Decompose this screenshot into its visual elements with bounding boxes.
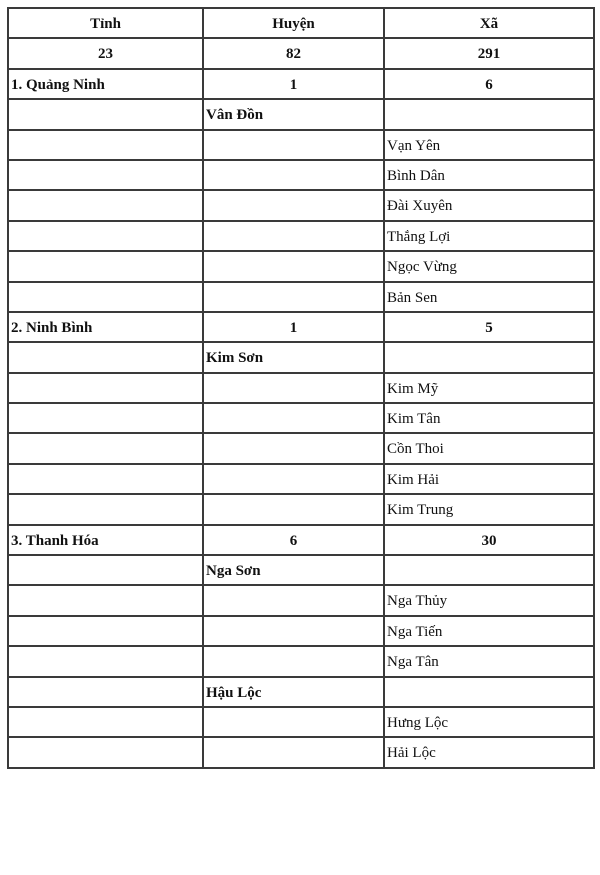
cell-xa: Ngọc Vừng [384,251,594,281]
cell-xa: Bình Dân [384,160,594,190]
total-tinh: 23 [8,38,203,68]
cell-tinh [8,464,203,494]
commune-row [8,190,594,220]
header-xa: Xã [384,8,594,38]
commune-row [8,403,594,433]
cell-huyen: Hậu Lộc [203,677,384,707]
cell-tinh [8,616,203,646]
commune-row [8,160,594,190]
cell-tinh [8,677,203,707]
cell-tinh [8,433,203,463]
cell-huyen [203,190,384,220]
cell-xa [384,677,594,707]
commune-row [8,707,594,737]
cell-xa: Nga Tiến [384,616,594,646]
cell-tinh [8,373,203,403]
cell-tinh [8,585,203,615]
district-row [8,342,594,372]
commune-row [8,130,594,160]
cell-tinh [8,190,203,220]
cell-tinh [8,130,203,160]
cell-huyen [203,616,384,646]
province-row [8,525,594,555]
cell-huyen [203,737,384,767]
cell-xa: Cồn Thoi [384,433,594,463]
cell-huyen [203,221,384,251]
cell-tinh [8,737,203,767]
commune-row [8,646,594,676]
cell-tinh [8,160,203,190]
cell-huyen: Nga Sơn [203,555,384,585]
cell-tinh [8,494,203,524]
cell-tinh: 2. Ninh Bình [8,312,203,342]
total-xa: 291 [384,38,594,68]
cell-xa: Kim Mỹ [384,373,594,403]
cell-huyen [203,282,384,312]
cell-xa: 6 [384,69,594,99]
cell-xa: Nga Tân [384,646,594,676]
cell-huyen: Kim Sơn [203,342,384,372]
cell-huyen [203,464,384,494]
cell-xa: 5 [384,312,594,342]
cell-xa [384,99,594,129]
cell-tinh [8,251,203,281]
cell-tinh: 3. Thanh Hóa [8,525,203,555]
cell-huyen: 1 [203,69,384,99]
cell-tinh [8,342,203,372]
commune-row [8,221,594,251]
cell-xa: Đài Xuyên [384,190,594,220]
cell-huyen [203,160,384,190]
cell-huyen [203,251,384,281]
cell-tinh [8,707,203,737]
commune-row [8,433,594,463]
cell-huyen: 1 [203,312,384,342]
cell-xa: Vạn Yên [384,130,594,160]
cell-xa [384,342,594,372]
cell-xa [384,555,594,585]
cell-xa: Hưng Lộc [384,707,594,737]
district-row [8,677,594,707]
cell-huyen [203,585,384,615]
cell-huyen [203,373,384,403]
province-row [8,69,594,99]
cell-tinh [8,403,203,433]
cell-huyen [203,403,384,433]
header-tinh: Tỉnh [8,8,203,38]
cell-tinh: 1. Quảng Ninh [8,69,203,99]
administrative-units-table [7,7,595,769]
cell-xa: Kim Tân [384,403,594,433]
commune-row [8,464,594,494]
totals-row [8,38,594,68]
cell-tinh [8,555,203,585]
cell-xa: Thắng Lợi [384,221,594,251]
cell-tinh [8,646,203,676]
province-row [8,312,594,342]
cell-huyen [203,707,384,737]
cell-tinh [8,282,203,312]
cell-huyen [203,494,384,524]
cell-huyen: 6 [203,525,384,555]
cell-xa: Nga Thủy [384,585,594,615]
header-row [8,8,594,38]
commune-row [8,616,594,646]
commune-row [8,282,594,312]
commune-row [8,737,594,767]
cell-huyen [203,130,384,160]
cell-xa: Kim Hải [384,464,594,494]
commune-row [8,251,594,281]
cell-xa: Kim Trung [384,494,594,524]
header-huyen: Huyện [203,8,384,38]
commune-row [8,585,594,615]
cell-huyen [203,646,384,676]
cell-huyen [203,433,384,463]
district-row [8,555,594,585]
cell-xa: Bản Sen [384,282,594,312]
cell-xa: 30 [384,525,594,555]
cell-huyen: Vân Đồn [203,99,384,129]
district-row [8,99,594,129]
cell-xa: Hải Lộc [384,737,594,767]
total-huyen: 82 [203,38,384,68]
commune-row [8,373,594,403]
commune-row [8,494,594,524]
cell-tinh [8,99,203,129]
cell-tinh [8,221,203,251]
